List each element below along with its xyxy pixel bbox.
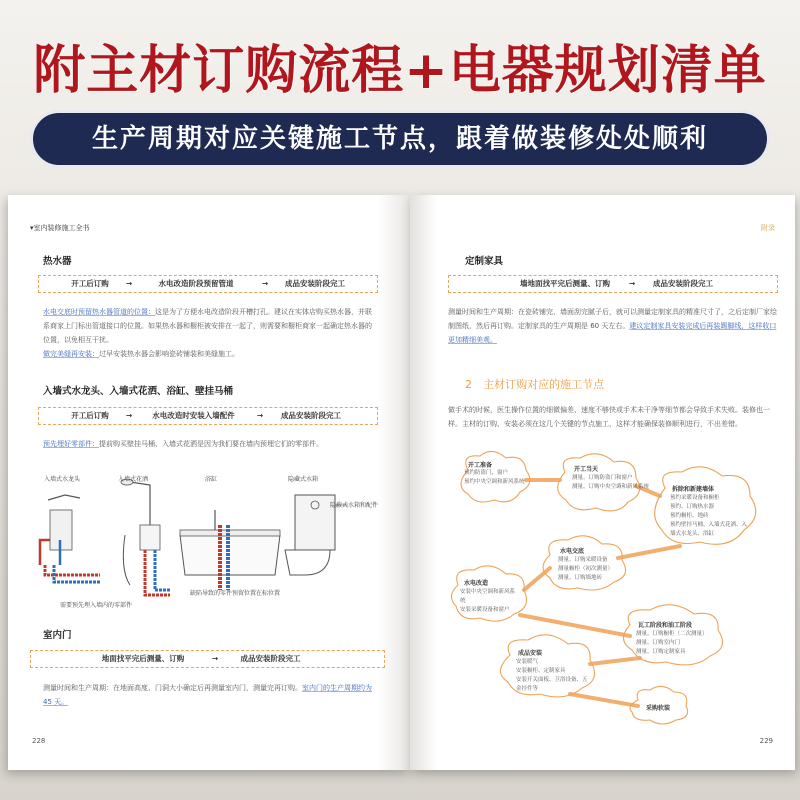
arrow-right-icon: → [125, 411, 133, 420]
cloud-title: 开工准备 [468, 462, 493, 469]
cloud-item: 安装暖气 [516, 659, 539, 665]
construction-nodes-diagram [450, 450, 790, 740]
page-number-right: 229 [759, 737, 773, 745]
body-text: 测量时间和生产周期：在瓷砖铺完、墙面刮完腻子后，就可以测量定制家具的精准尺寸了，之后定制厂家绘制图纸，然后再订购。定制家具的生产周期是 60 天左右。 [448, 308, 777, 330]
running-head-right: 附录 [761, 224, 775, 232]
cloud-item: 安装橱柜、定制家具 [516, 668, 566, 674]
cloud-title: 瓦工阶段和油工阶段 [638, 622, 693, 629]
body-text: 过早安装热水器会影响瓷砖铺装和美缝施工。 [99, 350, 239, 358]
cloud-item: 测量、订购采暖设备 [558, 557, 608, 563]
paragraph-nodes: 做手术的时候，医生操作位置的细微偏差、速度不够快或手术未干净等细节都会导致手术失败。装修也一样。主材的订购、安装必须在这几个关键的节点施工，这样才能确保装修顺利进行，不出差错。 [448, 406, 770, 428]
arrow-right-icon: → [628, 279, 636, 288]
cloud-item: 预约橱柜、地砖 [670, 513, 709, 519]
cloud-item: 测量、订购定制家具 [636, 649, 686, 655]
paragraph-interior-door [43, 681, 373, 709]
figure-note: 隐蔽式水箱和配件 [330, 502, 379, 509]
arrow-right-icon: → [125, 279, 133, 288]
cloud-title: 成品安装 [518, 650, 543, 657]
paragraph-faucets [43, 437, 373, 451]
section-title: 主材订购对应的施工节点 [483, 378, 605, 391]
arrow-right-icon: → [211, 654, 219, 663]
cloud-item: 测量、订购墙地砖 [558, 575, 603, 581]
flow-step: 成品安装阶段完工 [240, 654, 301, 663]
flow-step: 开工后订购 [71, 411, 109, 420]
highlight-text: 做完美缝再安装： [43, 350, 99, 358]
cloud-item: 预约壁挂马桶、入墙式花洒、入墙式水龙头、浴缸 [670, 522, 748, 537]
arrow-right-icon: → [256, 411, 264, 420]
section-heading-faucets: 入墙式水龙头、入墙式花洒、浴缸、壁挂马桶 [43, 386, 234, 397]
figure-label: 隐藏式水箱 [288, 476, 319, 483]
fixtures-drawing [30, 470, 380, 620]
banner-subtitle: 生产周期对应关键施工节点，跟着做装修处处顺利 [91, 124, 708, 154]
cloud-item: 测量、订购橱柜（二次测量） [636, 631, 708, 637]
figure-label: 入墙式水龙头 [44, 476, 81, 483]
figure-note: 需要预先埋入墙内的零部件 [60, 602, 133, 609]
cloud-item: 预约防盗门、窗户 [464, 470, 509, 476]
flow-step: 墙地面找平完后测量、订购 [520, 279, 610, 288]
cloud-item: 预约采暖设备和橱柜 [670, 495, 720, 501]
cloud-item: 测量、订购防盗门和窗户 [572, 475, 633, 481]
cloud-item: 预约中央空调和新风系统 [464, 479, 525, 485]
figure-label: 浴缸 [205, 476, 218, 483]
arrow-right-icon: → [261, 279, 269, 288]
left-page [8, 195, 410, 770]
cloud-item: 测量橱柜（初次测量） [558, 566, 614, 572]
highlight-text: 建议定制家具安装完成后再装踢脚线，这样收口更加精细美观。 [448, 322, 777, 344]
cloud-title: 拆除和新建墙体 [672, 486, 715, 493]
figure-label: 入墙式花洒 [118, 476, 149, 483]
section-heading-custom-furniture: 定制家具 [465, 256, 504, 267]
paragraph-water-heater [43, 305, 373, 361]
flow-step: 水电改造阶段预留管道 [158, 279, 234, 288]
paragraph-custom-furniture [448, 305, 778, 347]
banner-title: 附主材订购流程+电器规划清单 [33, 41, 767, 101]
cloud-title: 水电交底 [560, 548, 585, 555]
cloud-item: 安装中央空调和新风系统 [460, 589, 516, 604]
cloud-item: 测量、订购中央空调和新风系统 [572, 484, 650, 490]
section-heading-water-heater: 热水器 [43, 256, 72, 267]
body-text: 提前购买壁挂马桶、入墙式花洒是因为我们要在墙内预埋它们的零部件。 [99, 440, 323, 448]
flow-step: 开工后订购 [71, 279, 109, 288]
flow-step: 水电改造时安装入墙配件 [152, 411, 235, 420]
highlight-text: 水电交底时预留热水器管道的位置： [43, 308, 155, 316]
cloud-item: 安装开关面板、卫浴设备、五金挂件等 [516, 677, 588, 692]
cloud-item: 安装采暖设备和窗户 [460, 607, 510, 613]
flow-step: 成品安装阶段完工 [285, 279, 345, 288]
section-2-heading [465, 373, 604, 392]
section-heading-interior-door: 室内门 [43, 630, 72, 641]
body-text: 测量时间和生产周期：在地面高度、门洞大小确定后再测量室内门，测量完再订购。 [43, 684, 302, 692]
cloud-title: 开工当天 [574, 466, 599, 473]
body-text: 这是为了方便水电改造阶段开槽打孔。建议在实体店购买热水器，并联系商家上门标出管道接口的位置。如果热水器和橱柜被安排在一起了，则需要和橱柜商家一起确定热水器的位置，以免相互干扰。 [43, 308, 372, 344]
figure-note: 缺陷导致的零件预留位置在标位置 [190, 590, 281, 597]
cloud-title: 采购软装 [646, 705, 671, 712]
running-head-left: ▾室内装修施工全书 [30, 224, 90, 232]
page-number-left: 228 [32, 737, 46, 745]
cloud-item: 测量、订购室内门 [636, 640, 681, 646]
plumbing-illustration [30, 470, 380, 620]
flow-step: 成品安装阶段完工 [653, 279, 713, 288]
cloud-title: 水电改造 [464, 580, 489, 587]
flow-step: 地面找平完后测量、订购 [101, 654, 185, 663]
cloud-item: 预约、订购热水器 [670, 504, 715, 510]
highlight-text: 预先埋好零部件： [43, 440, 99, 448]
highlight-text: 室内门的生产周期约为 45 天。 [43, 684, 372, 706]
flow-step: 成品安装阶段完工 [281, 411, 341, 420]
section-number: 2 [465, 378, 472, 391]
right-page [410, 195, 795, 770]
